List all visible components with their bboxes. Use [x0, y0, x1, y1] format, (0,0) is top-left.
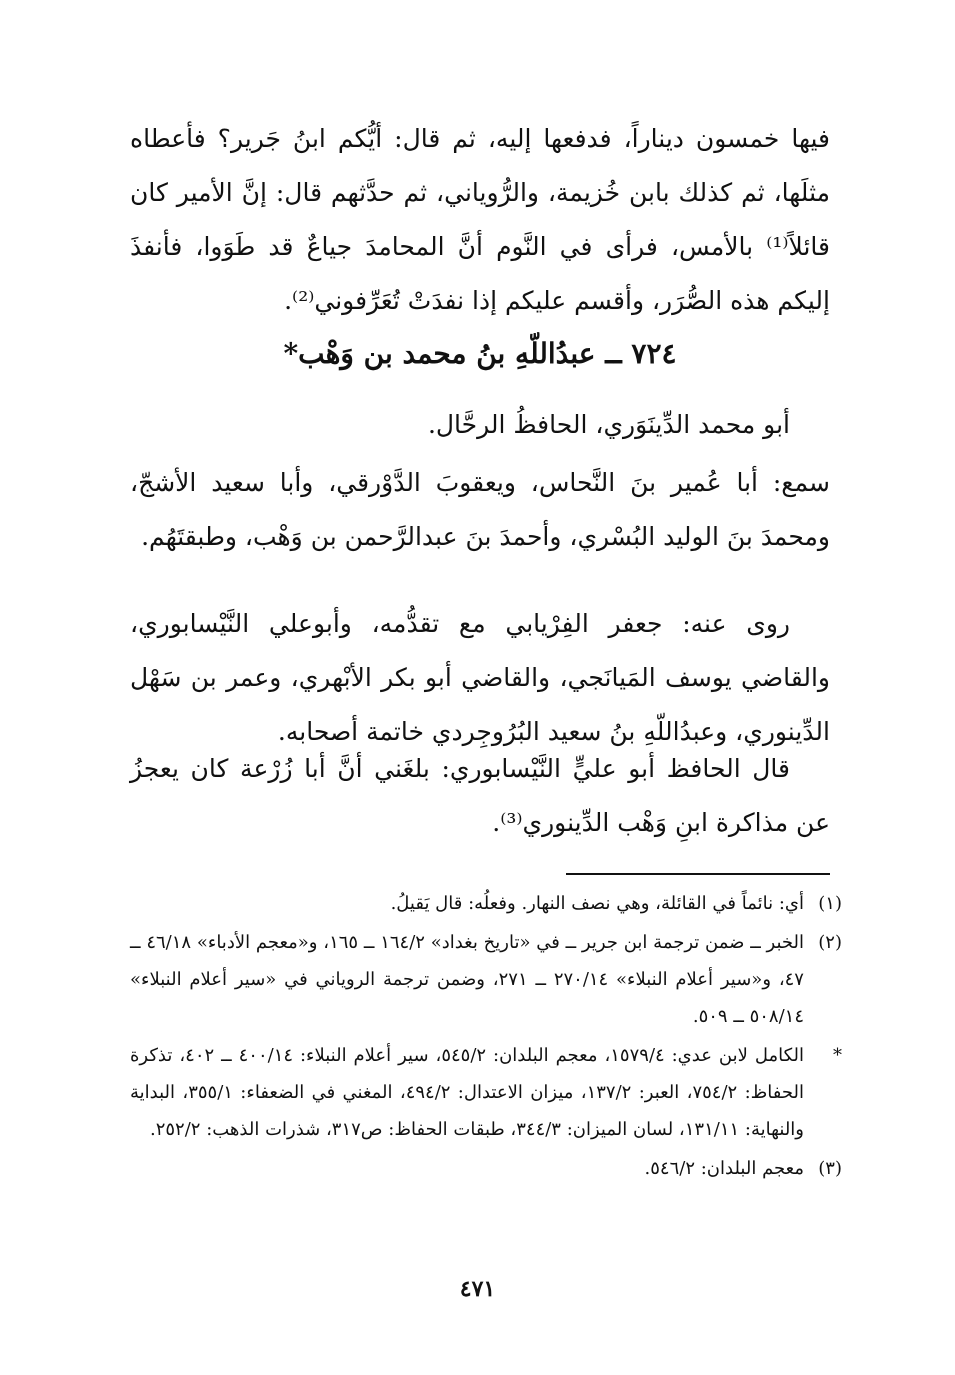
footnote-2: [130, 924, 842, 1035]
footnote-text: الكامل لابن عدي: ١٥٧٩/٤، معجم البلدان: ٥٤٥/٢، سير أعلام النبلاء: ٤٠٠/١٤ ــ ٤٠٢، تذكرة الحفاظ: ٧٥٤/٢، العبر: ١٣٧/٢، ميزان الاعتدال: ٤٩٤/٢، المغني في الضعفاء: ٣٥٥/١، البداية والنهاية: ١٣١/١١، لسان الميزان: ٣٤٤/٣، طبقات الحفاظ: ص٣١٧، شذرات الذهب: ٢٥٢/٢.: [130, 1045, 805, 1140]
footnote-mark: (٢): [818, 932, 842, 953]
page-number: ٤٧١: [459, 1276, 496, 1302]
teachers-paragraph: سمع: أبا عُمير بنَ النَّحاس، ويعقوبَ الدَّوْرقي، وأبا سعيد الأشجّ، ومحمدَ بنَ الوليد البُسْري، وأحمدَ بنَ عبدالرَّحمن بن وَهْب، وطبقتَهُم.: [130, 468, 830, 551]
footnote-mark: (١): [818, 893, 842, 914]
footnote-text: أي: نائماً في القائلة، وهي نصف النهار. وفعلُه: قال يَقيلُ.: [390, 893, 804, 914]
footnotes: [130, 885, 842, 1189]
intro-paragraph: فيها خمسون ديناراً، فدفعها إليه، ثم قال: أيُّكم ابنُ جَرير؟ فأعطاه مثلَها، ثم كذلك بابن خُزيمة، والرُّوياني، ثم حدَّثهم قال: إنَّ الأمير كان قائلاً⁽¹⁾ بالأمس، فرأى في النَّوم أنَّ المحامدَ جياعٌ قد طَوَوا، فأنفذَ إليكم هذه الصُّرَر، وأقسم عليكم إذا نفدَتْ تُعَرِّفوني⁽²⁾.: [130, 124, 830, 315]
kunya-paragraph: أبو محمد الدِّينَوَري، الحافظُ الرحَّال.: [427, 410, 790, 439]
footnote-1: [130, 885, 842, 922]
footnote-mark: *: [833, 1045, 842, 1066]
students-paragraph: روى عنه: جعفر الفِرْيابي مع تقدُّمه، وأبوعلي النَّيْسابوري، والقاضي يوسف المَيانَجي، والقاضي أبو بكر الأبْهري، وعمر بن سَهْل الدِّينوري، وعبدُاللّهِ بنُ سعيد البُرُوجِردي خاتمة أصحابه.: [130, 609, 830, 746]
footnote-divider: [566, 873, 830, 875]
footnote-text: معجم البلدان: ٥٤٦/٢.: [644, 1158, 804, 1179]
footnote-sources: [130, 1037, 842, 1148]
entry-heading: ٧٢٤ ــ عبدُاللّهِ بنُ محمد بن وَهْب*: [283, 337, 677, 370]
footnote-mark: (٣): [818, 1158, 842, 1179]
footnote-3: [130, 1150, 842, 1187]
footnote-text: الخبر ــ ضمن ترجمة ابن جرير ــ في «تاريخ بغداد» ١٦٤/٢ ــ ١٦٥، و«معجم الأدباء» ٤٦/١٨ ــ ٤٧، و«سير أعلام النبلاء» ٢٧٠/١٤ ــ ٢٧١، وضمن ترجمة الروياني في «سير أعلام النبلاء» ٥٠٨/١٤ ــ ٥٠٩.: [130, 932, 805, 1027]
quote-paragraph: قال الحافظ أبو عليٍّ النَّيْسابوري: بلغَني أنَّ أبا زُرْعة كان يعجزُ عن مذاكرة ابنِ وَهْب الدِّينوري⁽³⁾.: [130, 754, 830, 837]
